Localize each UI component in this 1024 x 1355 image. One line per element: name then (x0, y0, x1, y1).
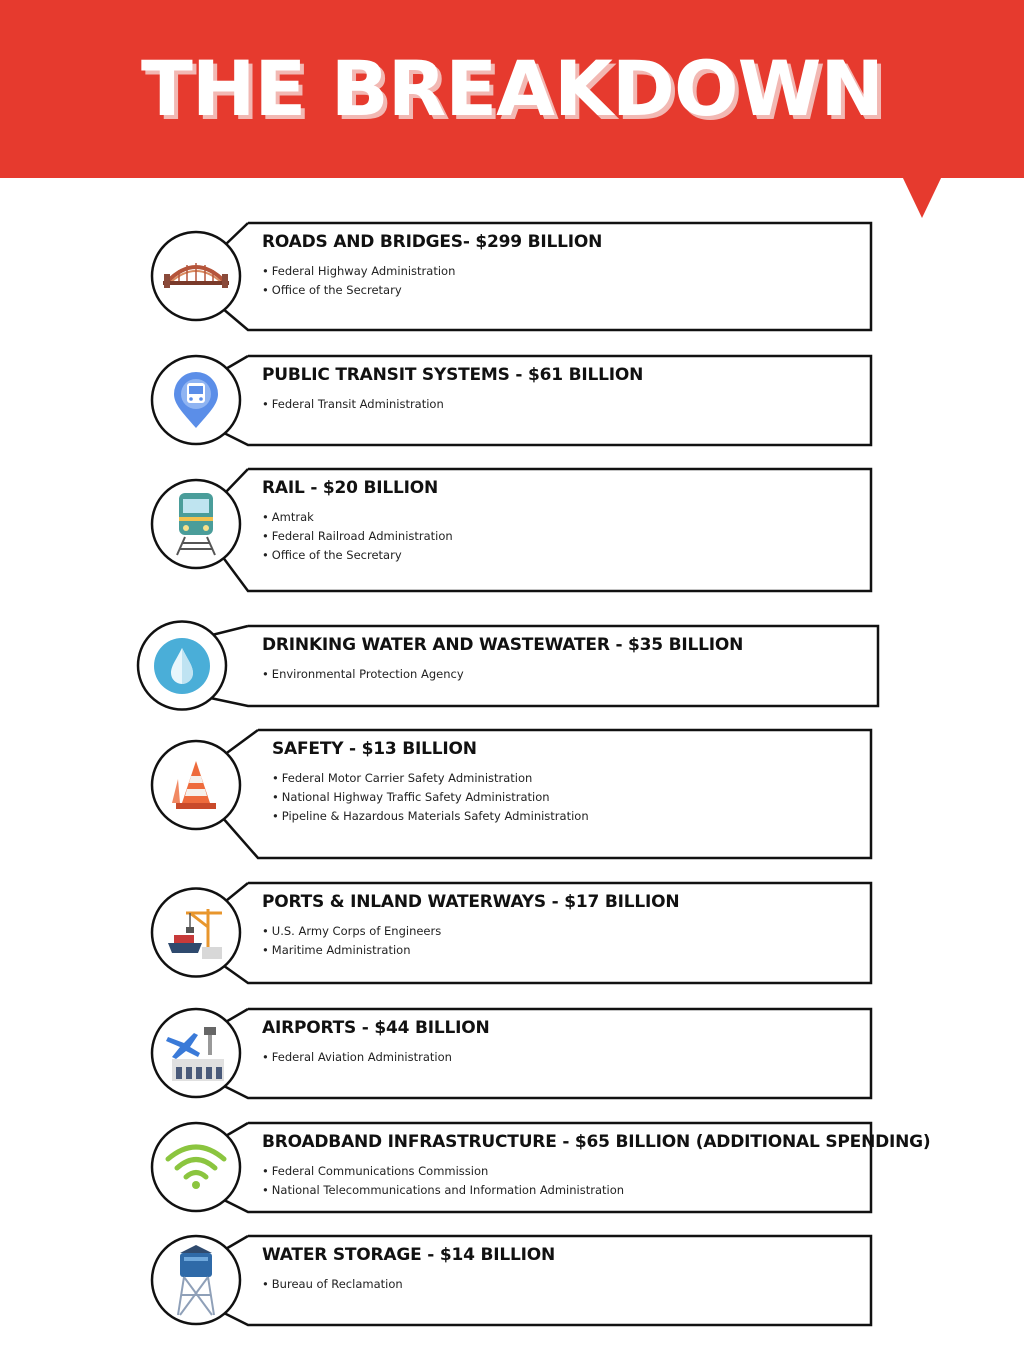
item-content (262, 365, 643, 414)
agency-item: • National Telecommunications and Information Administration (262, 1181, 931, 1200)
agency-item: • Office of the Secretary (262, 281, 602, 300)
agency-item: • Bureau of Reclamation (262, 1275, 555, 1294)
item-title: BROADBAND INFRASTRUCTURE - $65 BILLION (ADDITIONAL SPENDING) (262, 1132, 931, 1152)
breakdown-item (0, 1122, 1024, 1212)
bridge-icon (152, 232, 240, 320)
port-crane-icon (152, 889, 240, 977)
breakdown-item (0, 468, 1024, 591)
bus-stop-icon (152, 356, 240, 444)
agency-item: • Federal Highway Administration (262, 262, 602, 281)
train-icon (152, 480, 240, 568)
item-content (262, 1018, 490, 1067)
agency-list (262, 1048, 490, 1067)
agency-item: • Federal Motor Carrier Safety Administration (272, 769, 589, 788)
item-content (262, 892, 679, 960)
item-content (262, 635, 743, 684)
agency-item: • U.S. Army Corps of Engineers (262, 922, 679, 941)
agency-list (262, 395, 643, 414)
breakdown-item (0, 882, 1024, 983)
breakdown-item (0, 1008, 1024, 1098)
agency-item: • Pipeline & Hazardous Materials Safety Administration (272, 807, 589, 826)
agency-item: • Federal Aviation Administration (262, 1048, 490, 1067)
agency-item: • Federal Railroad Administration (262, 527, 453, 546)
agency-list (262, 262, 602, 300)
page-title: THE BREAKDOWN (140, 44, 884, 133)
item-title: AIRPORTS - $44 BILLION (262, 1018, 490, 1038)
wifi-icon (152, 1123, 240, 1211)
agency-item: • National Highway Traffic Safety Administration (272, 788, 589, 807)
breakdown-item (0, 729, 1024, 858)
item-title: DRINKING WATER AND WASTEWATER - $35 BILLION (262, 635, 744, 655)
breakdown-item (0, 625, 1024, 706)
agency-list (262, 508, 453, 565)
agency-list (262, 1275, 555, 1294)
agency-item: • Environmental Protection Agency (262, 665, 743, 684)
water-tower-icon (152, 1236, 240, 1324)
item-title: PORTS & INLAND WATERWAYS - $17 BILLION (262, 892, 680, 912)
agency-item: • Federal Transit Administration (262, 395, 643, 414)
item-title: PUBLIC TRANSIT SYSTEMS - $61 BILLION (262, 365, 644, 385)
item-title: WATER STORAGE - $14 BILLION (262, 1245, 555, 1265)
breakdown-item (0, 1235, 1024, 1325)
item-content (272, 739, 589, 826)
item-title: RAIL - $20 BILLION (262, 478, 439, 498)
breakdown-item (0, 355, 1024, 445)
traffic-cone-icon (152, 741, 240, 829)
agency-item: • Office of the Secretary (262, 546, 453, 565)
item-title: ROADS AND BRIDGES- $299 BILLION (262, 232, 603, 252)
item-content (262, 1245, 555, 1294)
item-content (262, 232, 602, 300)
agency-item: • Federal Communications Commission (262, 1162, 931, 1181)
water-drop-icon (138, 622, 226, 710)
breakdown-item (0, 222, 1024, 330)
agency-item: • Amtrak (262, 508, 453, 527)
item-content (262, 1132, 931, 1200)
item-content (262, 478, 453, 565)
item-title: SAFETY - $13 BILLION (272, 739, 477, 759)
agency-list (272, 769, 589, 826)
airport-icon (152, 1009, 240, 1097)
header-banner-tail (902, 176, 942, 218)
agency-list (262, 922, 679, 960)
agency-item: • Maritime Administration (262, 941, 679, 960)
agency-list (262, 665, 743, 684)
agency-list (262, 1162, 931, 1200)
